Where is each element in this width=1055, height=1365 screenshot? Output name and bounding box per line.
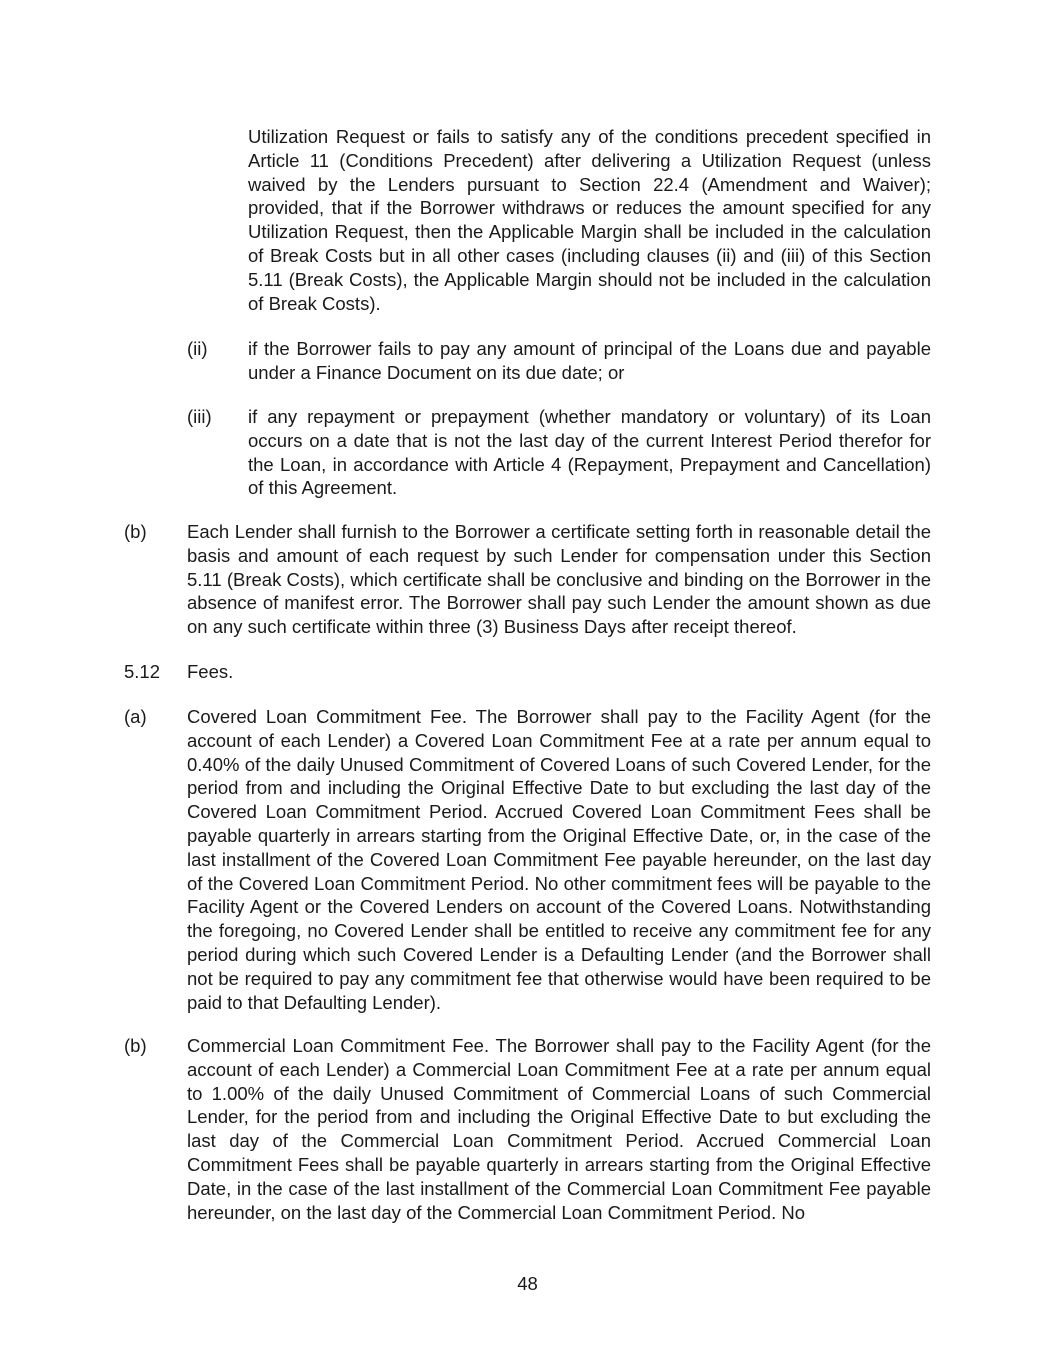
clause-ii-label: (ii) <box>187 338 208 359</box>
clause-iii-text: if any repayment or prepayment (whether mandatory or voluntary) of its Loan occurs on a date that is not the last day of the current Interest Period therefor for the Loan, in accordance with Article 4 (Repayment, Prepayment and Cancellation) of this Agreement. <box>248 406 931 499</box>
clause-a-512-text: Covered Loan Commitment Fee. The Borrower shall pay to the Facility Agent (for the account of each Lender) a Covered Loan Commitment Fee at a rate per annum equal to 0.40% of the daily Unused Commitment of Covered Loans of such Covered Lender, for the period from and including the Original Effective Date to but excluding the last day of the Covered Loan Commitment Period. Accrued Covered Loan Commitment Fees shall be payable quarterly in arrears starting from the Original Effective Date, or, in the case of the last installment of the Covered Loan Commitment Fee payable hereunder, on the last day of the Covered Loan Commitment Period. No other commitment fees will be payable to the Facility Agent or the Covered Lenders on account of the Covered Loans. Notwithstanding the foregoing, no Covered Lender shall be entitled to receive any commitment fee for any period during which such Covered Lender is a Defaulting Lender (and the Borrower shall not be required to pay any commitment fee that otherwise would have been required to be paid to that Defaulting Lender). <box>187 706 931 1013</box>
clause-b-512-text: Commercial Loan Commitment Fee. The Borrower shall pay to the Facility Agent (for the account of each Lender) a Commercial Loan Commitment Fee at a rate per annum equal to 1.00% of the daily Unused Commitment of Commercial Loans of such Commercial Lender, for the period from and including the Original Effective Date to but excluding the last day of the Commercial Loan Commitment Period. Accrued Commercial Loan Commitment Fees shall be payable quarterly in arrears starting from the Original Effective Date, in the case of the last installment of the Commercial Loan Commitment Fee payable hereunder, on the last day of the Commercial Loan Commitment Period. No <box>187 1035 931 1223</box>
clause-b-511-label: (b) <box>124 521 147 542</box>
clause-b-512-label: (b) <box>124 1035 147 1056</box>
clause-a-512-label: (a) <box>124 706 147 727</box>
clause-ii-text: if the Borrower fails to pay any amount of principal of the Loans due and payable under a Finance Document on its due date; or <box>248 338 931 383</box>
clause-iii-label: (iii) <box>187 406 212 427</box>
section-512-title: Fees. <box>187 661 234 682</box>
continued-paragraph: Utilization Request or fails to satisfy any of the conditions precedent specified in Article 11 (Conditions Precedent) after delivering a Utilization Request (unless waived by the Lenders pursuant to Section 22.4 (Amendment and Waiver); provided, that if the Borrower withdraws or reduces the amount specified for any Utilization Request, then the Applicable Margin shall be included in the calculation of Break Costs but in all other cases (including clauses (ii) and (iii) of this Section 5.11 (Break Costs), the Applicable Margin should not be included in the calculation of Break Costs). <box>248 126 931 314</box>
clause-b-511-text: Each Lender shall furnish to the Borrower a certificate setting forth in reasonable detail the basis and amount of each request by such Lender for compensation under this Section 5.11 (Break Costs), which certificate shall be conclusive and binding on the Borrower in the absence of manifest error. The Borrower shall pay such Lender the amount shown as due on any such certificate within three (3) Business Days after receipt thereof. <box>187 521 931 638</box>
page-number: 48 <box>517 1273 538 1294</box>
section-512-number: 5.12 <box>124 661 161 682</box>
